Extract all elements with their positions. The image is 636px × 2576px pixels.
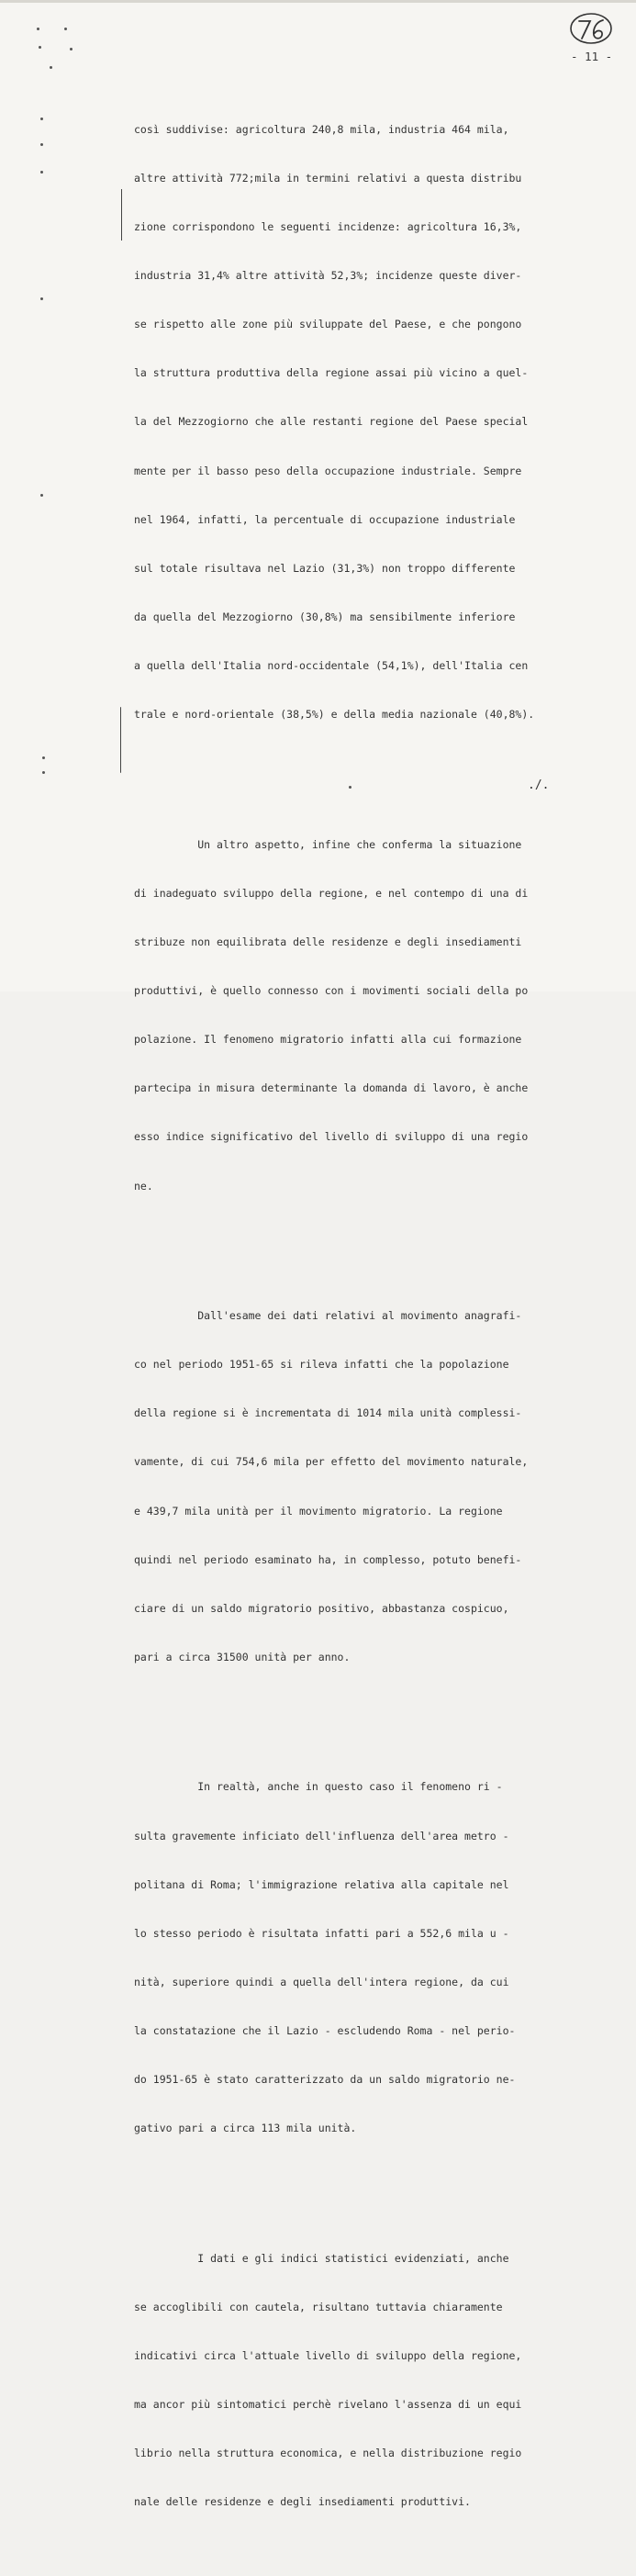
text-line: se rispetto alle zone più sviluppate del Paese, e che pongono [134, 318, 522, 331]
text-line: nità, superiore quindi a quella dell'intera regione, da cui [134, 1975, 509, 1988]
text-line: a quella dell'Italia nord-occidentale (54,1%), dell'Italia cen [134, 659, 529, 673]
text-line: indicativi circa l'attuale livello di sviluppo della regione, [134, 2349, 522, 2363]
text-line: co nel periodo 1951-65 si rileva infatti che la popolazione [134, 1358, 509, 1372]
text-line: la del Mezzogiorno che alle restanti regione del Paese special [134, 415, 529, 429]
text-line: esso indice significativo del livello di sviluppo di una regio [134, 1130, 529, 1144]
text-line: industria 31,4% altre attività 52,3%; incidenze queste diver- [134, 269, 522, 283]
text-line: la constatazione che il Lazio - escludendo Roma - nel perio- [134, 2024, 516, 2038]
text-line: sulta gravemente inficiato dell'influenza dell'area metro - [134, 1829, 509, 1842]
paragraph-4 [134, 1747, 611, 2169]
margin-mark [64, 28, 67, 30]
body-text [134, 57, 611, 2576]
text-line: mente per il basso peso della occupazione industriale. Sempre [134, 464, 522, 477]
text-line: partecipa in misura determinante la domanda di lavoro, è anche [134, 1081, 529, 1095]
margin-mark [50, 66, 52, 69]
margin-mark [40, 171, 43, 174]
text-line: se accoglibili con cautela, risultano tuttavia chiaramente [134, 2300, 503, 2313]
text-line: pari a circa 31500 unità per anno. [134, 1650, 351, 1663]
text-line: e 439,7 mila unità per il movimento migratorio. La regione [134, 1504, 503, 1518]
margin-mark [40, 118, 43, 120]
margin-mark [37, 28, 39, 30]
margin-bracket [120, 707, 121, 773]
text-line: stribuze non equilibrata delle residenze e degli insediamenti [134, 935, 522, 948]
text-line: do 1951-65 è stato caratterizzato da un saldo migratorio ne- [134, 2073, 516, 2087]
text-line: Dall'esame dei dati relativi al movimento anagrafi- [134, 1309, 522, 1323]
margin-mark [39, 46, 41, 49]
text-line: librio nella struttura economica, e nella distribuzione regio [134, 2447, 522, 2460]
paragraph-1 [134, 89, 611, 756]
text-line: così suddivise: agricoltura 240,8 mila, industria 464 mila, [134, 122, 509, 136]
text-line: Un altro aspetto, infine che conferma la situazione [134, 837, 522, 851]
text-line: polazione. Il fenomeno migratorio infatti alla cui formazione [134, 1033, 522, 1047]
margin-bracket [121, 189, 122, 241]
text-line: sul totale risultava nel Lazio (31,3%) non troppo differente [134, 561, 516, 575]
text-line: ne. [134, 1179, 153, 1193]
text-line: ma ancor più sintomatici perchè rivelano l'assenza di un equi [134, 2398, 522, 2412]
margin-mark [70, 48, 73, 50]
margin-mark [42, 771, 45, 774]
text-line: nel 1964, infatti, la percentuale di occupazione industriale [134, 512, 516, 526]
margin-mark [40, 297, 43, 300]
text-line: quindi nel periodo esaminato ha, in complesso, potuto benefi- [134, 1552, 522, 1566]
text-line: zione corrispondono le seguenti incidenze: agricoltura 16,3%, [134, 220, 522, 234]
margin-mark [40, 494, 43, 497]
paragraph-2 [134, 804, 611, 1226]
text-line: lo stesso periodo è risultata infatti pari a 552,6 mila u - [134, 1926, 509, 1940]
text-line: politana di Roma; l'immigrazione relativa alla capitale nel [134, 1877, 509, 1891]
text-line: altre attività 772;mila in termini relativi a questa distribu [134, 171, 522, 185]
handwritten-page-number [568, 11, 614, 46]
text-line: gativo pari a circa 113 mila unità. [134, 2122, 357, 2135]
text-line: trale e nord-orientale (38,5%) e della media nazionale (40,8%). [134, 708, 535, 722]
text-line: I dati e gli indici statistici evidenziati, anche [134, 2251, 509, 2265]
text-line: la struttura produttiva della regione assai più vicino a quel- [134, 366, 529, 380]
page-number: - 11 - [571, 50, 613, 63]
text-line: In realtà, anche in questo caso il fenomeno ri - [134, 1780, 503, 1794]
closing-mark: ./. [528, 778, 550, 792]
text-line: nale delle residenze e degli insediamenti produttivi. [134, 2495, 471, 2509]
margin-mark [42, 756, 45, 759]
margin-mark [40, 143, 43, 146]
text-line: vamente, di cui 754,6 mila per effetto del movimento naturale, [134, 1455, 529, 1469]
text-line: da quella del Mezzogiorno (30,8%) ma sensibilmente inferiore [134, 610, 516, 623]
text-line: di inadeguato sviluppo della regione, e nel contempo di una di [134, 886, 529, 900]
text-line: ciare di un saldo migratorio positivo, abbastanza cospicuo, [134, 1601, 509, 1615]
paragraph-3 [134, 1276, 611, 1698]
scan-top-edge [0, 0, 636, 3]
paragraph-5 [134, 2218, 611, 2543]
text-line: produttivi, è quello connesso con i movimenti sociali della po [134, 984, 529, 998]
text-line: della regione si è incrementata di 1014 mila unità complessi- [134, 1406, 522, 1420]
